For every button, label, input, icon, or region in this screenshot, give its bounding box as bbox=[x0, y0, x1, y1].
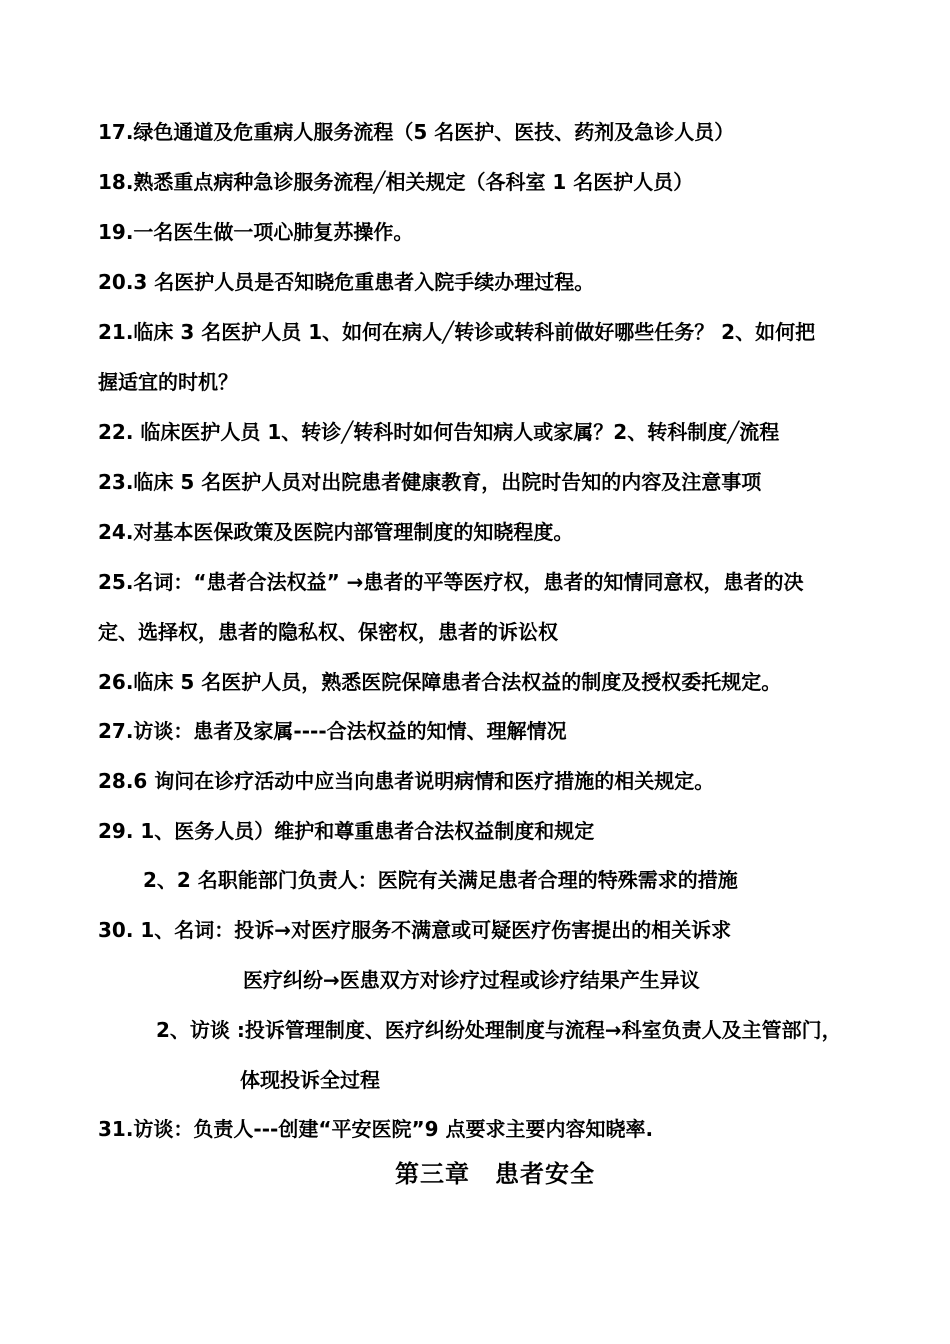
text-line-17: 17.绿色通道及危重病人服务流程（5 名医护、医技、药剂及急诊人员） bbox=[98, 120, 735, 144]
text-line-31: 31.访谈：负责人---创建“平安医院”9 点要求主要内容知晓率. bbox=[98, 1117, 654, 1141]
text-line-30: 30. 1、名词：投诉→对医疗服务不满意或可疑医疗伤害提出的相关诉求 bbox=[98, 918, 732, 942]
text-line-29-item2: 2、2 名职能部门负责人：医院有关满足患者合理的特殊需求的措施 bbox=[143, 868, 738, 892]
text-line-30-item2: 2、访谈 :投诉管理制度、医疗纠纷处理制度与流程→科室负责人及主管部门， bbox=[156, 1018, 842, 1042]
text-line-21-cont: 握适宜的时机？ bbox=[98, 370, 238, 394]
text-line-19: 19.一名医生做一项心肺复苏操作。 bbox=[98, 220, 414, 244]
text-line-25-cont: 定、选择权，患者的隐私权、保密权，患者的诉讼权 bbox=[98, 620, 558, 644]
text-line-30-item2-cont: 体现投诉全过程 bbox=[240, 1068, 380, 1092]
text-line-28: 28.6 询问在诊疗活动中应当向患者说明病情和医疗措施的相关规定。 bbox=[98, 769, 715, 793]
text-line-26: 26.临床 5 名医护人员，熟悉医院保障患者合法权益的制度及授权委托规定。 bbox=[98, 670, 782, 694]
text-line-25: 25.名词：“患者合法权益” →患者的平等医疗权，患者的知情同意权，患者的决 bbox=[98, 570, 804, 594]
text-line-22: 22. 临床医护人员 1、转诊╱转科时如何告知病人或家属？2、转科制度╱流程 bbox=[98, 420, 780, 444]
text-line-21: 21.临床 3 名医护人员 1、如何在病人╱转诊或转科前做好哪些任务？ 2、如何把 bbox=[98, 320, 816, 344]
text-line-23: 23.临床 5 名医护人员对出院患者健康教育，出院时告知的内容及注意事项 bbox=[98, 470, 762, 494]
text-line-29: 29. 1、医务人员）维护和尊重患者合法权益制度和规定 bbox=[98, 819, 595, 843]
text-line-27: 27.访谈：患者及家属----合法权益的知情、理解情况 bbox=[98, 719, 567, 743]
text-line-30-term2: 医疗纠纷→医患双方对诊疗过程或诊疗结果产生异议 bbox=[243, 968, 700, 992]
text-line-20: 20.3 名医护人员是否知晓危重患者入院手续办理过程。 bbox=[98, 270, 595, 294]
text-line-24: 24.对基本医保政策及医院内部管理制度的知晓程度。 bbox=[98, 520, 574, 544]
chapter-heading: 第三章 患者安全 bbox=[395, 1160, 595, 1188]
text-line-18: 18.熟悉重点病种急诊服务流程╱相关规定（各科室 1 名医护人员） bbox=[98, 170, 694, 194]
